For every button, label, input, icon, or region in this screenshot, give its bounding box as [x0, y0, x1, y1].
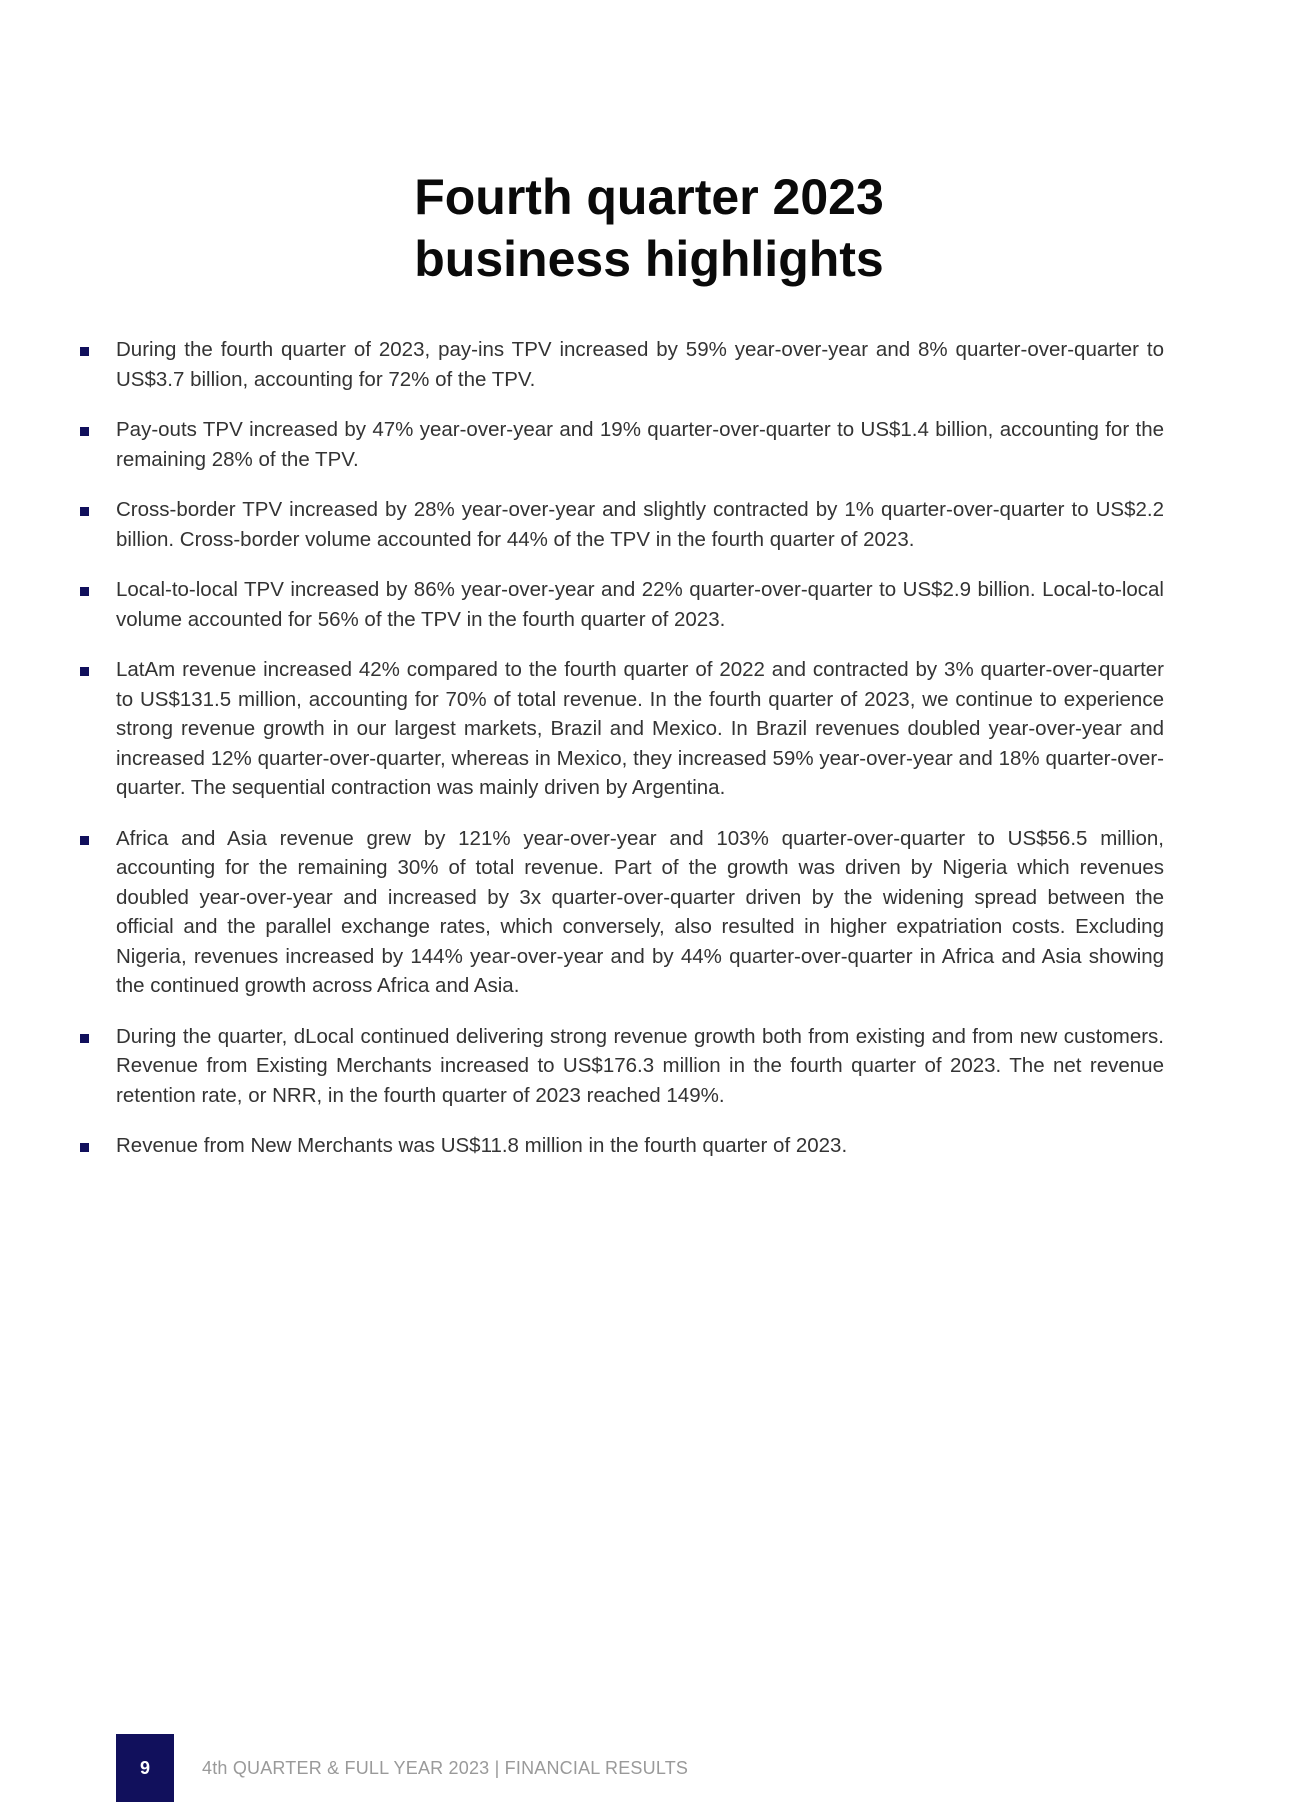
highlights-list: [0, 335, 1298, 1182]
highlight-new-merchants: [0, 1131, 1298, 1161]
highlight-cross-border: [0, 495, 1298, 554]
page-title-line-2: business highlights: [414, 231, 884, 287]
square-bullet-icon: [80, 1034, 89, 1043]
page-number-badge: 9: [116, 1734, 174, 1802]
square-bullet-icon: [80, 667, 89, 676]
page-title: [0, 166, 1298, 290]
highlight-text: During the fourth quarter of 2023, pay-ins TPV increased by 59% year-over-year and 8% quarter-over-quarter to US$3.7 billion, accounting for 72% of the TPV.: [116, 338, 1164, 391]
highlight-text: Pay-outs TPV increased by 47% year-over-year and 19% quarter-over-quarter to US$1.4 billion, accounting for the remaining 28% of the TPV.: [116, 418, 1164, 471]
square-bullet-icon: [80, 427, 89, 436]
square-bullet-icon: [80, 836, 89, 845]
highlight-africa-asia-revenue: [0, 824, 1298, 1001]
highlight-text: Revenue from New Merchants was US$11.8 million in the fourth quarter of 2023.: [116, 1134, 848, 1157]
footer-report-label: 4th QUARTER & FULL YEAR 2023 | FINANCIAL RESULTS: [202, 1758, 689, 1778]
square-bullet-icon: [80, 587, 89, 596]
highlight-text: Africa and Asia revenue grew by 121% year-over-year and 103% quarter-over-quarter to US$56.5 million, accounting for the remaining 30% of total revenue. Part of the growth was driven by Nigeria which revenues doubled year-over-year and increased by 3x quarter-over-quarter driven by the widening spread between the official and the parallel exchange rates, which conversely, also resulted in higher expatriation costs. Excluding Nigeria, revenues increased by 144% year-over-year and by 44% quarter-over-quarter in Africa and Asia showing the continued growth across Africa and Asia.: [116, 826, 1164, 997]
highlight-latam-revenue: [0, 655, 1298, 803]
page-title-line-1: Fourth quarter 2023: [414, 169, 884, 225]
square-bullet-icon: [80, 507, 89, 516]
square-bullet-icon: [80, 347, 89, 356]
square-bullet-icon: [80, 1143, 89, 1152]
highlight-text: Cross-border TPV increased by 28% year-over-year and slightly contracted by 1% quarter-over-quarter to US$2.2 billion. Cross-border volume accounted for 44% of the TPV in the fourth quarter of 2023.: [116, 498, 1164, 551]
highlight-text: During the quarter, dLocal continued delivering strong revenue growth both from existing and from new customers. Revenue from Existing Merchants increased to US$176.3 million in the fourth quarter of 2023. The net revenue retention rate, or NRR, in the fourth quarter of 2023 reached 149%.: [116, 1024, 1164, 1107]
highlight-local-to-local: [0, 575, 1298, 634]
highlight-pay-ins: [0, 335, 1298, 394]
highlight-text: Local-to-local TPV increased by 86% year-over-year and 22% quarter-over-quarter to US$2.9 billion. Local-to-local volume accounted for 56% of the TPV in the fourth quarter of 2023.: [116, 578, 1164, 631]
highlight-text: LatAm revenue increased 42% compared to the fourth quarter of 2022 and contracted by 3% quarter-over-quarter to US$131.5 million, accounting for 70% of total revenue. In the fourth quarter of 2023, we continue to experience strong revenue growth in our largest markets, Brazil and Mexico. In Brazil revenues doubled year-over-year and increased 12% quarter-over-quarter, whereas in Mexico, they increased 59% year-over-year and 18% quarter-over-quarter. The sequential contraction was mainly driven by Argentina.: [116, 658, 1164, 799]
highlight-pay-outs: [0, 415, 1298, 474]
highlight-existing-merchants: [0, 1022, 1298, 1111]
